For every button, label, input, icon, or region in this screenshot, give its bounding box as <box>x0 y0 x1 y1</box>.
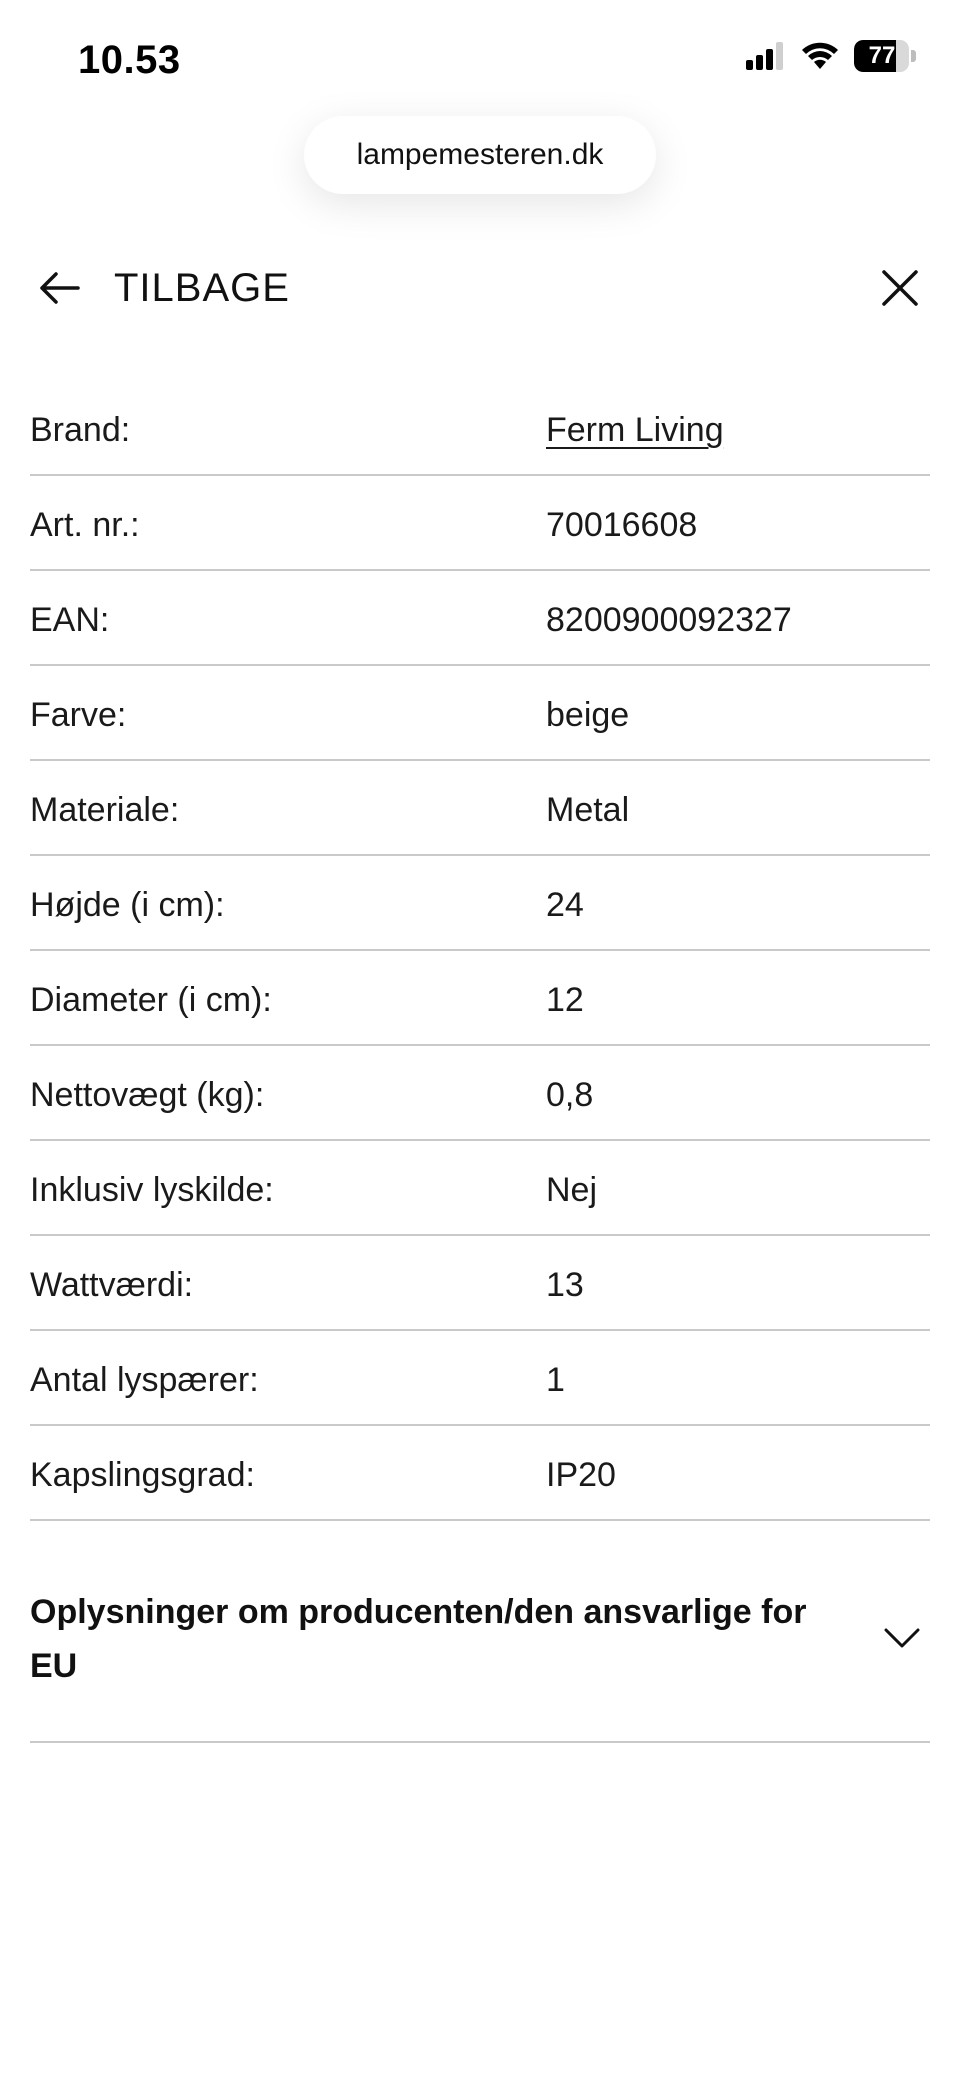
spec-value: beige <box>546 696 630 734</box>
battery-percentage: 77 <box>868 42 896 69</box>
spec-row-brand <box>30 380 930 476</box>
spec-label: Wattværdi: <box>30 1266 194 1304</box>
back-button[interactable] <box>36 264 84 312</box>
spec-row-art-nr <box>30 476 930 571</box>
spec-label: Art. nr.: <box>30 506 140 544</box>
spec-row-diameter <box>30 951 930 1046</box>
brand-link[interactable]: Ferm Living <box>546 411 724 449</box>
status-time: 10.53 <box>78 38 181 82</box>
spec-label: Kapslingsgrad: <box>30 1456 255 1494</box>
battery-body <box>854 40 909 72</box>
close-icon <box>876 264 924 312</box>
spec-row-kapslingsgrad <box>30 1426 930 1521</box>
wifi-icon <box>800 41 840 71</box>
spec-row-wattvaerdi <box>30 1236 930 1331</box>
spec-value: 70016608 <box>546 506 698 544</box>
cellular-signal-icon <box>746 42 786 70</box>
status-icons <box>746 40 916 72</box>
spec-label: Diameter (i cm): <box>30 981 272 1019</box>
address-bar-url: lampemesteren.dk <box>356 138 604 171</box>
spec-value: 1 <box>546 1361 565 1399</box>
chevron-down-icon <box>882 1617 922 1657</box>
spec-value: Nej <box>546 1171 598 1209</box>
spec-row-antal-lyspaerer <box>30 1331 930 1426</box>
spec-row-ean <box>30 571 930 666</box>
manufacturer-info-accordion[interactable] <box>30 1533 930 1743</box>
spec-value: IP20 <box>546 1456 616 1494</box>
spec-value: 24 <box>546 886 584 924</box>
spec-label: Antal lyspærer: <box>30 1361 259 1399</box>
spec-value: 8200900092327 <box>546 601 792 639</box>
spec-value: 0,8 <box>546 1076 594 1114</box>
battery-indicator <box>854 40 916 72</box>
back-label[interactable]: TILBAGE <box>114 266 290 310</box>
spec-label: Nettovægt (kg): <box>30 1076 265 1114</box>
spec-label: Højde (i cm): <box>30 886 225 924</box>
arrow-left-icon <box>36 264 84 312</box>
spec-label: Farve: <box>30 696 127 734</box>
spec-value: 13 <box>546 1266 584 1304</box>
spec-table <box>30 380 930 1521</box>
spec-row-hojde <box>30 856 930 951</box>
page-header <box>0 250 960 330</box>
spec-value: Metal <box>546 791 630 829</box>
spec-row-materiale <box>30 761 930 856</box>
spec-label: Brand: <box>30 411 131 449</box>
address-bar[interactable] <box>304 116 656 194</box>
spec-label: Inklusiv lyskilde: <box>30 1171 274 1209</box>
status-bar <box>0 0 960 120</box>
close-button[interactable] <box>876 264 924 312</box>
spec-row-lyskilde <box>30 1141 930 1236</box>
battery-tip <box>911 50 916 62</box>
spec-row-farve <box>30 666 930 761</box>
spec-label: EAN: <box>30 601 110 639</box>
accordion-title: Oplysninger om producenten/den ansvarlige for EU <box>30 1593 807 1685</box>
spec-value: 12 <box>546 981 584 1019</box>
spec-label: Materiale: <box>30 791 180 829</box>
spec-row-nettovaegt <box>30 1046 930 1141</box>
